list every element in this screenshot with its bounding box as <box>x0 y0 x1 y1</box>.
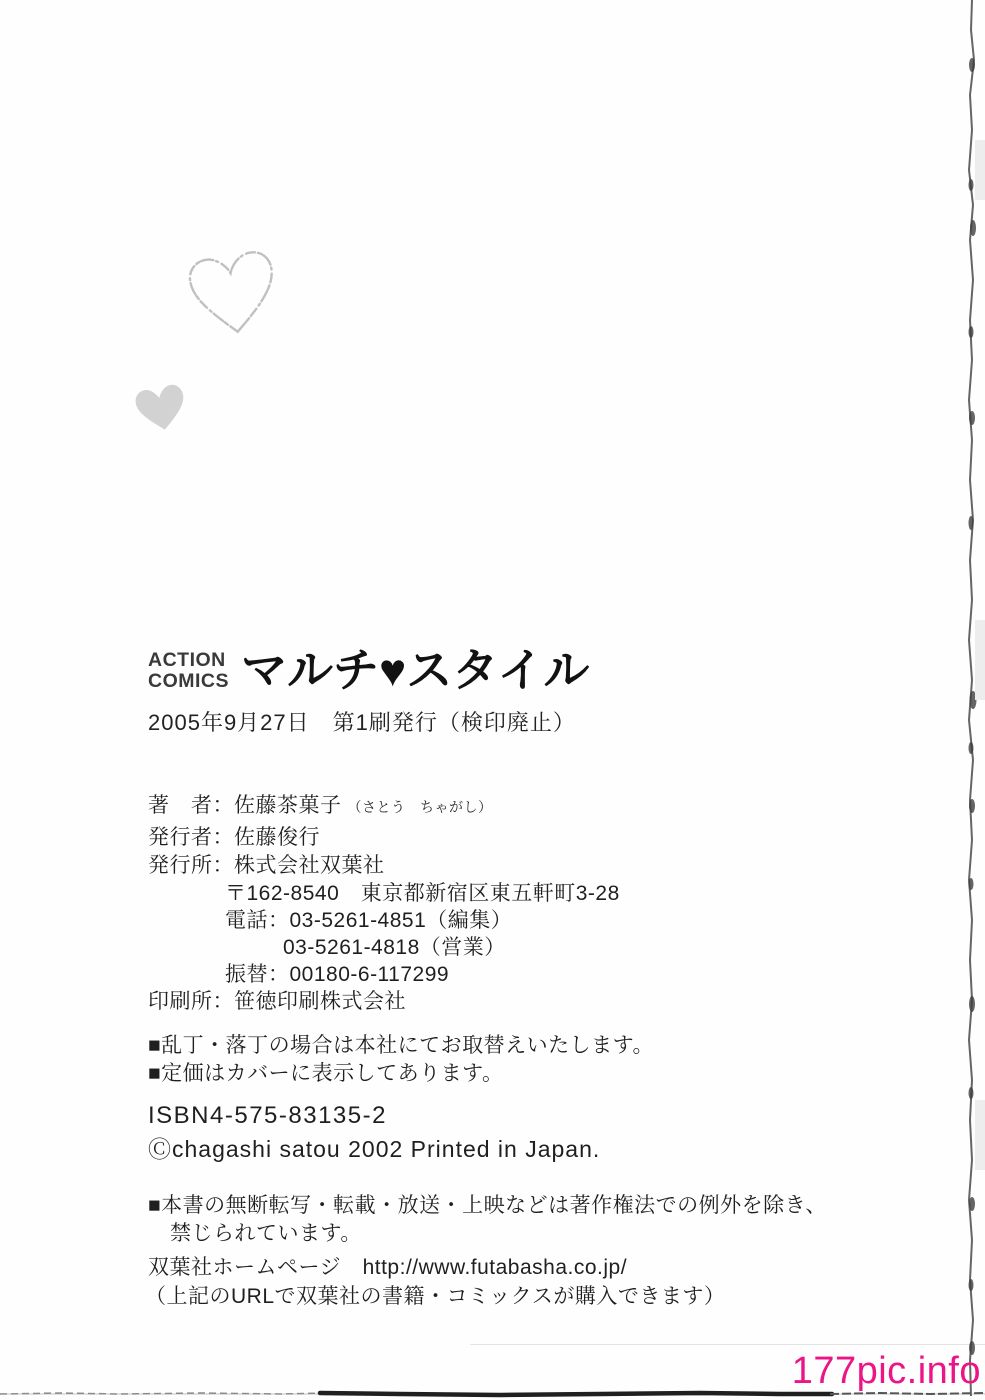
heart-filled-doodle-icon <box>133 382 189 434</box>
imprint-line-2: COMICS <box>148 670 229 692</box>
publishing-house-row: 発行所：株式会社双葉社 <box>148 854 385 877</box>
torn-edge-right <box>955 0 985 1400</box>
postal-transfer-row: 振替：00180-6-117299 <box>225 963 450 986</box>
faint-scan-line <box>470 1344 985 1345</box>
reproduction-notice-line-1: ■本書の無断転写・転載・放送・上映などは著作権法での例外を除き、 <box>148 1194 827 1217</box>
book-title: マルチ♥スタイル <box>241 644 590 696</box>
homepage-note-line: （上記のURLで双葉社の書籍・コミックスが購入できます） <box>145 1285 726 1308</box>
phone-editorial-row: 電話：03-5261-4851（編集） <box>225 909 513 932</box>
publisher-address-row: 〒162-8540 東京都新宿区東五軒町3-28 <box>225 882 620 905</box>
heart-outline-doodle-icon <box>183 246 283 341</box>
author-credit-row <box>148 789 493 819</box>
action-comics-imprint <box>148 650 229 695</box>
title-block <box>148 645 589 695</box>
copyright-line: Ⓒchagashi satou 2002 Printed in Japan. <box>148 1136 601 1162</box>
isbn-number: ISBN4-575-83135-2 <box>148 1102 387 1129</box>
reproduction-notice-line-2: 禁じられています。 <box>170 1222 362 1245</box>
author-reading: （さとう ちゃがし） <box>347 799 493 815</box>
publisher-homepage-line: 双葉社ホームページ http://www.futabasha.co.jp/ <box>148 1256 628 1279</box>
price-on-cover-notice: ■定価はカバーに表示してあります。 <box>148 1062 504 1085</box>
edition-date-line: 2005年9月27日 第1刷発行（検印廃止） <box>148 710 576 735</box>
phone-sales-row: 03-5261-4818（営業） <box>283 936 506 959</box>
watermark-text: 177pic.info <box>791 1350 981 1392</box>
imprint-line-1: ACTION <box>148 649 226 671</box>
publisher-person-row: 発行者：佐藤俊行 <box>148 826 320 849</box>
printer-row: 印刷所：笹徳印刷株式会社 <box>148 990 406 1013</box>
defect-replacement-notice: ■乱丁・落丁の場合は本社にてお取替えいたします。 <box>148 1034 655 1057</box>
author-name: 著 者：佐藤茶菓子 <box>148 794 342 817</box>
